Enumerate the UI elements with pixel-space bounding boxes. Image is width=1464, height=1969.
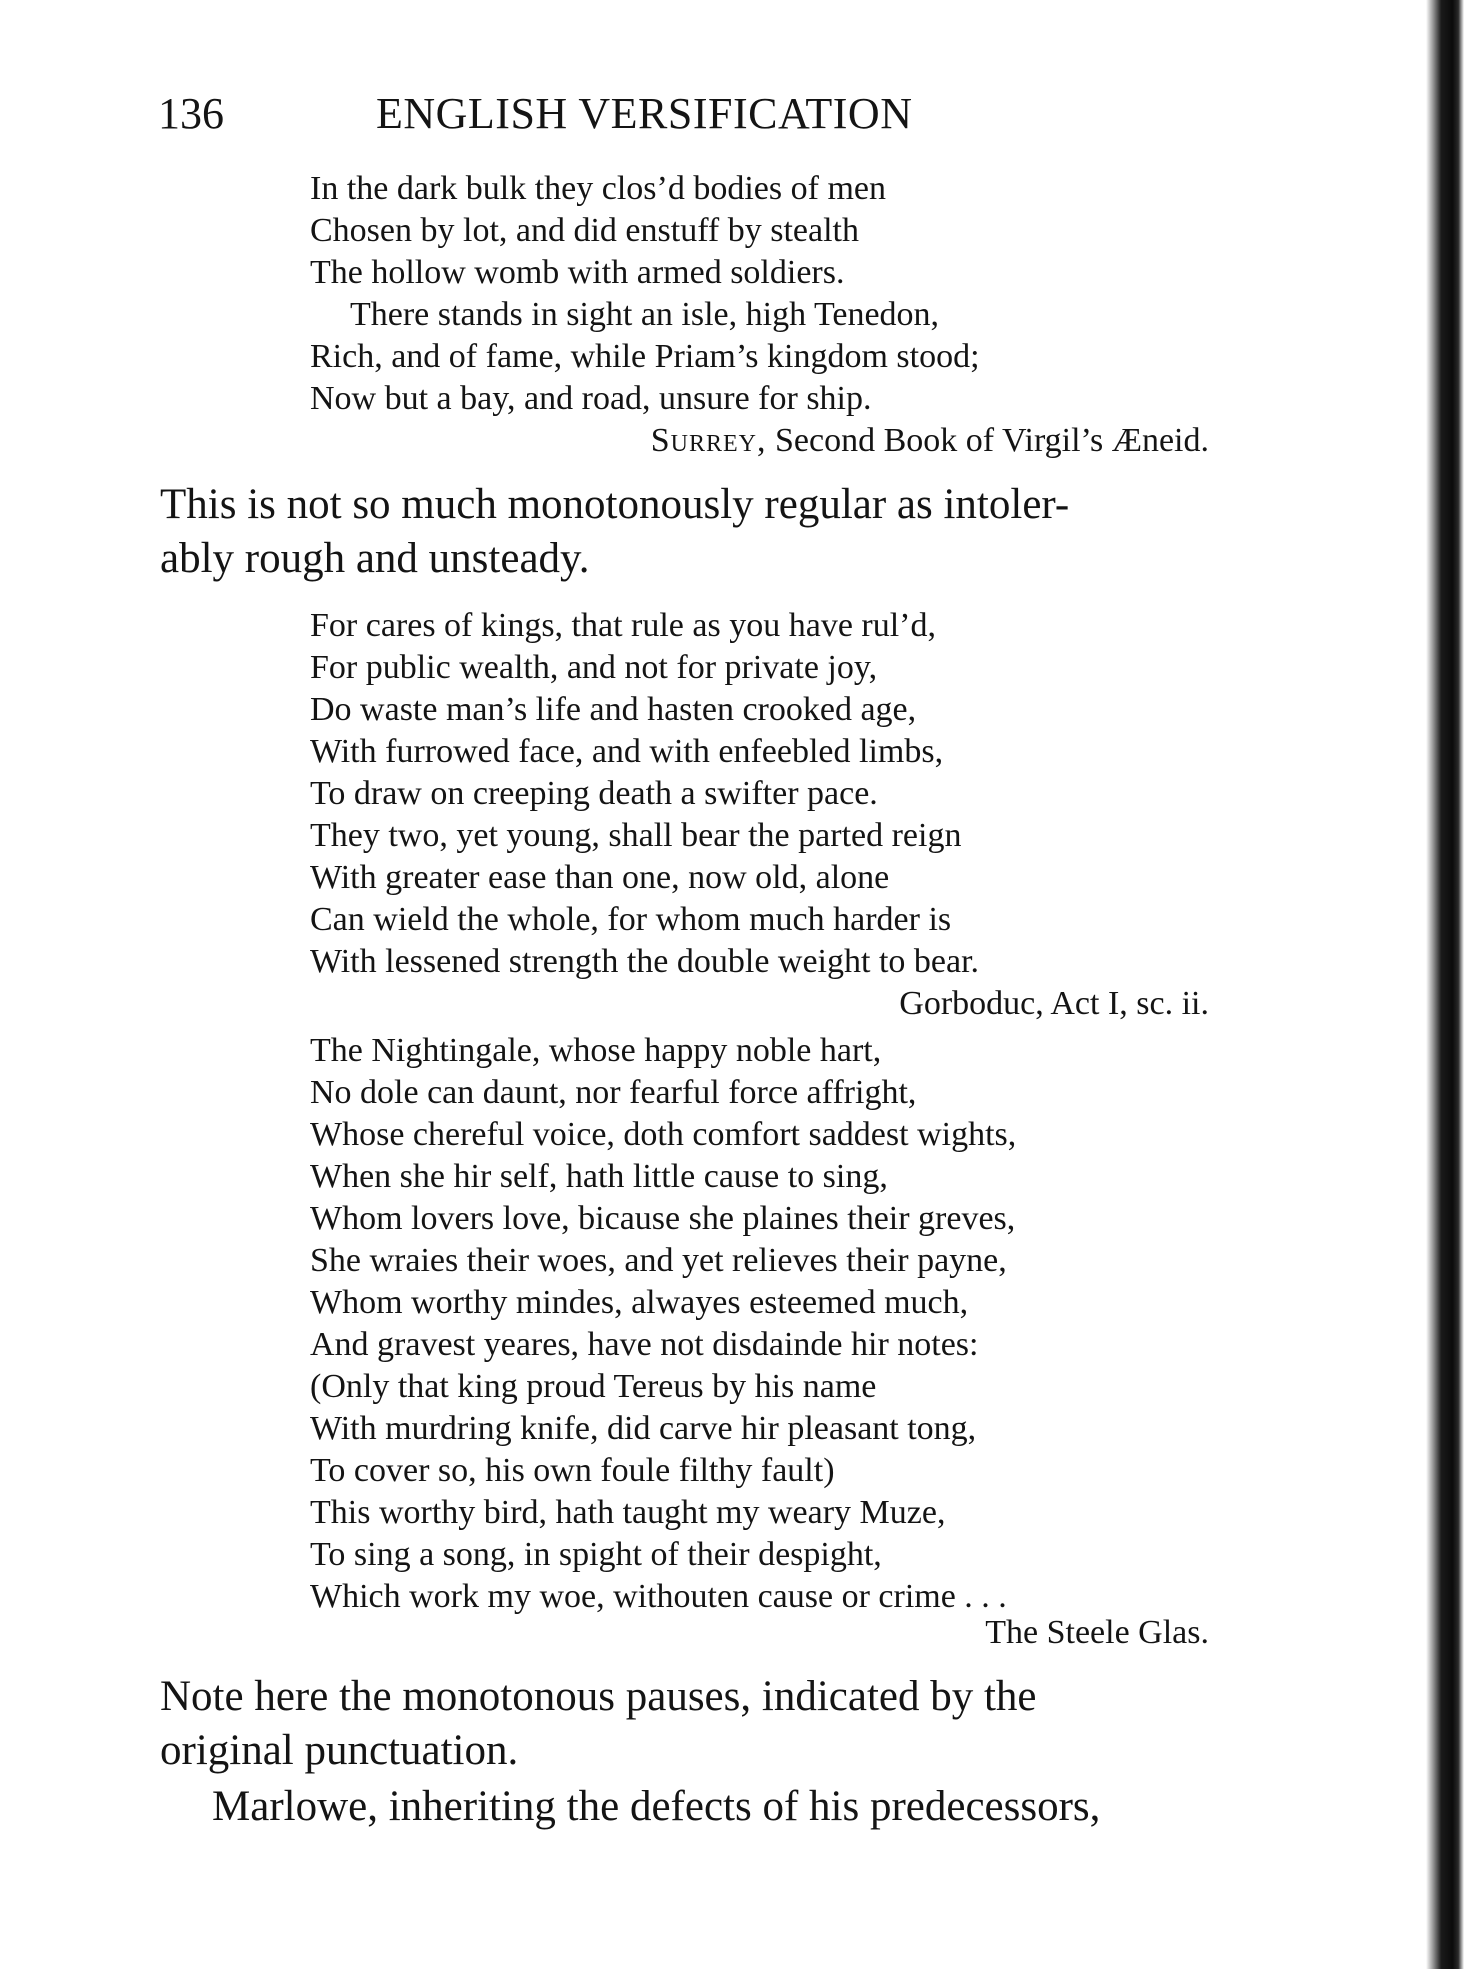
verse-line: Which work my woe, withouten cause or crime . . .: [310, 1578, 1007, 1615]
verse-line: For public wealth, and not for private joy,: [310, 649, 878, 686]
verse-quote-gorboduc: [310, 605, 1210, 983]
verse-line: No dole can daunt, nor fearful force affright,: [310, 1074, 917, 1111]
verse-line: Chosen by lot, and did enstuff by stealth: [310, 212, 859, 249]
verse-line: Can wield the whole, for whom much harder is: [310, 901, 952, 938]
attribution-author: Surrey,: [650, 422, 767, 459]
attribution-surrey: [651, 420, 1209, 462]
running-title: ENGLISH VERSIFICATION: [376, 89, 913, 138]
verse-line: Rich, and of fame, while Priam’s kingdom stood;: [310, 338, 980, 375]
verse-line: Do waste man’s life and hasten crooked age,: [310, 691, 917, 728]
verse-line: When she hir self, hath little cause to sing,: [310, 1158, 888, 1195]
verse-line: This worthy bird, hath taught my weary Muze,: [310, 1494, 946, 1531]
verse-line: Whom worthy mindes, alwayes esteemed much,: [310, 1284, 969, 1321]
verse-line: With furrowed face, and with enfeebled limbs,: [310, 733, 944, 770]
page-header: [158, 84, 1218, 144]
attribution-steele-glas: The Steele Glas.: [985, 1614, 1209, 1651]
prose-line: Marlowe, inheriting the defects of his predecessors,: [212, 1783, 1101, 1830]
verse-line: (Only that king proud Tereus by his name: [310, 1368, 877, 1405]
paragraph-commentary-2: [160, 1670, 1220, 1778]
verse-line: With murdring knife, did carve hir pleasant tong,: [310, 1410, 977, 1447]
page-number: 136: [158, 89, 224, 138]
verse-line: They two, yet young, shall bear the parted reign: [310, 817, 962, 854]
attribution-work: Second Book of Virgil’s Æneid.: [766, 422, 1209, 459]
verse-line: For cares of kings, that rule as you have rul’d,: [310, 607, 936, 644]
attribution-gorboduc: Gorboduc, Act I, sc. ii.: [899, 985, 1209, 1022]
verse-line: And gravest yeares, have not disdainde hir notes:: [310, 1326, 979, 1363]
verse-line: With greater ease than one, now old, alone: [310, 859, 890, 896]
verse-line: Whom lovers love, bicause she plaines their greves,: [310, 1200, 1016, 1237]
verse-line: Now but a bay, and road, unsure for ship.: [310, 380, 872, 417]
verse-line: There stands in sight an isle, high Tenedon,: [350, 296, 940, 333]
verse-line: In the dark bulk they clos’d bodies of men: [310, 170, 886, 207]
verse-line: The Nightingale, whose happy noble hart,: [310, 1032, 882, 1069]
prose-line: Note here the monotonous pauses, indicated by the: [160, 1673, 1037, 1720]
paragraph-commentary-1: [160, 478, 1220, 586]
page-edge-shadow: [1426, 0, 1464, 1969]
verse-line: To cover so, his own foule filthy fault): [310, 1452, 835, 1489]
verse-quote-surrey: [310, 168, 1210, 420]
verse-line: To draw on creeping death a swifter pace.: [310, 775, 878, 812]
prose-line: original punctuation.: [160, 1727, 519, 1774]
verse-line: To sing a song, in spight of their despight,: [310, 1536, 882, 1573]
prose-line: ably rough and unsteady.: [160, 535, 590, 582]
verse-line: With lessened strength the double weight to bear.: [310, 943, 980, 980]
paragraph-marlowe: [160, 1780, 1220, 1834]
verse-quote-steele-glas: [310, 1030, 1210, 1618]
prose-line: This is not so much monotonously regular as intoler-: [160, 481, 1070, 528]
verse-line: The hollow womb with armed soldiers.: [310, 254, 845, 291]
verse-line: Whose chereful voice, doth comfort saddest wights,: [310, 1116, 1017, 1153]
verse-line: She wraies their woes, and yet relieves their payne,: [310, 1242, 1007, 1279]
